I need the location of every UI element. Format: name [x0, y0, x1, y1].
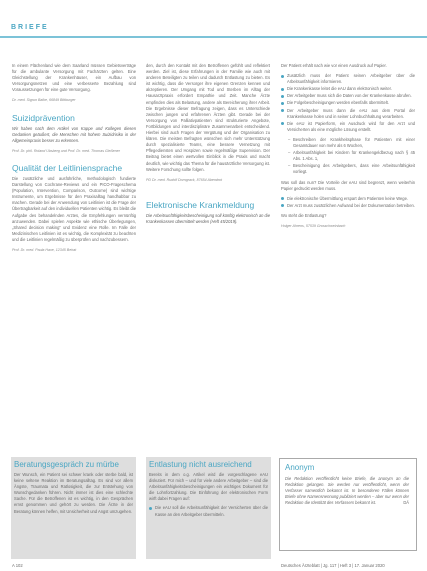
bullet-item: Die Folgebescheinigungen werden ebenfalls übermittelt. — [281, 100, 415, 106]
body-entlastung: Bereits in dem o.g. Artikel wird die vorgeschlagene eAU diskutiert. Für mich – und für viele andere Arbeitgeber – sind die Arbeitsunfähigkeitsbescheinigungen ein wichtiges Dokument für die Lohnfortzahlung. Die Einführung der elektronischen Form wirft dabei Fragen auf: — [149, 472, 268, 502]
bullet-item: Der Arzt muss zusätzlichen Aufwand bei der Dokumentation betreiben. — [281, 203, 415, 209]
bullets-col3-a — [281, 73, 415, 133]
page-header — [0, 0, 427, 38]
bullet-item: Zusätzlich muss der Patient seinen Arbeitgeber über die Arbeitsunfähigkeit informieren. — [281, 73, 415, 85]
bullet-item: Der Arbeitgeber muss sich die Daten von der Krankenkasse abrufen. — [281, 93, 415, 99]
dash-list — [281, 137, 415, 176]
column-2 — [146, 63, 270, 229]
body-col3-mid: Was soll das nun? Die Vorteile der eAU sind begrenzt, wenn weiterhin Papier gedruckt werden muss. — [281, 179, 415, 191]
header-rule — [0, 36, 427, 38]
heading-suizid: Suizidprävention — [12, 112, 75, 123]
byline-col3: Holger Ahrens, 57539 Grosschweinbach — [281, 223, 346, 228]
dash-item: – Beschreiben der Krankheitsphase für Patienten mit einer Gesamtdauer von mehr als 6 Wochen, — [287, 137, 415, 149]
entlastung-block — [149, 472, 268, 522]
bullets-col3-b — [281, 196, 415, 209]
bullets-entlastung — [149, 505, 268, 517]
bullet-item: Die eAU ist Papierform, ein Ausdruck wird für den Arzt und Versicherten als eine mögliche Lösung erstellt. — [281, 121, 415, 133]
anonym-body: Die Redaktion veröffentlicht keine Briefe, die anonym an die Redaktion gelangen. Sie werden nur veröffentlicht, wenn der Verfasser namentlich bekannt ist. In besonderen Fällen können Briefe ohne Namensnennung publiziert werden – aber nur wenn der Redaktion die Identität des Verfassers bekannt ist. — [285, 476, 409, 506]
column-1 — [12, 63, 136, 263]
byline-leitlinie: Prof. Dr. med. Paula Haxe, 12345 Beirat — [12, 247, 77, 252]
anonym-title: Anonym — [285, 463, 315, 472]
heading-entlastung: Entlastung nicht ausreichend — [149, 460, 252, 469]
body-col3-top: Der Patient erhält nach wie vor einen Ausdruck auf Papier. — [281, 63, 387, 68]
deck-krankmeldung: Die Arbeitsunfähigkeitsbescheinigung soll künftig elektronisch an die Krankenkassen übermittelt werden (Heft 45/2019). — [146, 212, 270, 224]
anonym-signoff: DÄ — [403, 500, 409, 506]
byline-col2: PD Dr. med. Rudolf Dorngrack, 87654 Abendrot — [146, 177, 223, 182]
heading-beratung: Beratungsgespräch zu mürbe — [14, 460, 119, 469]
body-col3-end: Wo steht die Entlastung? — [281, 212, 327, 218]
bullet-item: Die eAU soll die Arbeitsunfähigkeit der Versicherten über die Kasse an den Arbeitgeber übermitteln. — [149, 505, 268, 517]
intro-byline: Dr. med. Sigrun Balke, 66849 Bittburger — [12, 98, 76, 103]
anonym-text — [285, 476, 409, 506]
bullet-item: Die Krankenkasse leitet die eAU dann elektronisch weiter. — [281, 86, 415, 92]
body-leitlinie: Die zusätzliche und ausführliche, methodologisch fundierte Darstellung von Cochrane-Reviews und ein PICO-Frageschema (Population, Intervention, Comparison, Outcome) sind wichtige Instrumente, um Ergebnisse für den Praxisalltag handhabbar zu machen. Gerade bei der Anwendung von Leitlinien ist die Frage der Übertragbarkeit auf den individuellen Patienten wichtig. Es bleibt die Aufgabe des behandelnden Arztes, die Empfehlungen vernünftig anzuwenden. Dabei spielen Aspekte wie ethische Überlegungen, „Shared decision making“ und Evidenz eine Rolle. Im Falle der Medizinischen Leitlinien ist es wichtig, die Komplexität zu beachten und die Leitlinien regelmäßig zu überprüfen und nachzubessern. — [12, 175, 136, 242]
byline-suizid: Prof. Dr. phil. Roland Ubsberg und Prof. Dr. med. Thomas Gießener — [12, 148, 120, 153]
dash-item: – Bescheinigung des Arbeitgebers, dass eine Arbeitsunfähigkeit vorliegt. — [287, 163, 415, 175]
body-col2: den, durch den Kontakt mit den Betroffenen gefühlt und reflektiert werden. Ziel ist, diese Erfahrungen in der Familie wie auch mit anderen Beteiligten zu teilen und dadurch Entlastung zu bieten. Es ist wichtig, dass die Versorger ihre eigenen Grenzen kennen und akzeptieren. Der Umgang mit Tod und Sterben im Alltag der Hausarztpraxis erfordert Empathie und Zeit. Manche Ärzte empfinden dies als Belastung, andere als Bereicherung ihrer Arbeit. Die Ergebnisse dieser Befragung zeigen, dass es Unterschiede zwischen jungen und erfahrenen Ärzten gibt. Gerade bei der Versorgung von Palliativpatienten sind strukturierte Angebote, Fortbildungen und interdisziplinäre Zusammenarbeit entscheidend. Hierbei sind auch Fragen der Vergütung und der Organisation zu klären. Die meisten Befragten wünschen sich mehr Unterstützung durch spezialisierte Teams, eine bessere Vernetzung mit Pflegediensten und Hospizen sowie regelmäßige Supervision. Der Beitrag bietet einen wertvollen Einblick in die Praxis und macht deutlich, wie wichtig das Thema für die hausärztliche Versorgung ist. Weitere Forschung sollte folgen. — [146, 63, 270, 172]
section-title: BRIEFE — [11, 24, 49, 31]
dash-item: – Arbeitsunfähigkeit bei Kindern für Krankengeldbezug nach § 45 Abs. 1 Abs. 1, — [287, 150, 415, 162]
footer-citation: Deutsches Ärzteblatt | Jg. 117 | Heft 3 | 17. Januar 2020 — [281, 563, 385, 568]
bullet-item: Der Arbeitgeber muss dann die eAU aus dem Portal der Krankenkasse holen und in seiner Lohnbuchhaltung verarbeiten. — [281, 108, 415, 120]
footer-page-number: A 102 — [12, 563, 23, 568]
intro-text: In einem Flächenland wie dem Saarland müssen Gebietsverträge für die ambulante Versorgung mit Fachärzten gelten. Eine Gleichstellung der Krankenhäuser, ein Aufbau von Versorgungsnetzen und eine verbesserte Bezahlung sind Voraussetzungen für eine gute Versorgung. — [12, 63, 136, 93]
heading-krankmeldung: Elektronische Krankmeldung — [146, 199, 255, 210]
bullet-item: Die elektronische Übermittlung erspart dem Patienten keine Wege. — [281, 196, 415, 202]
column-3 — [281, 63, 415, 239]
heading-leitlinie: Qualität der Leitliniensprache — [12, 162, 123, 173]
body-beratung: Der Wunsch, ein Patient sei schwer krank oder sterbe bald, ist keine seltene Reaktion im Beratungsalltag. Es sind vor allem Ängste, Traumata und Ratlosigkeit, die zur Entstehung von Wunschgedanken führen. Nicht immer ist dies eine schlechte Sache. Für die Betroffenen ist es wichtig, in den Gesprächen ernst genommen und gehört zu werden. Die Ärzte in der Beratung können helfen, mit Unsicherheit und Angst umzugehen. — [14, 472, 133, 514]
deck-suizid: Wir haben nach dem Artikel von Kappe und Kollegen diesen Gedanken geäußert, die Menschen mit hohem Suizidrisiko in der Allgemeinpraxis besser zu erkennen. — [12, 125, 136, 143]
